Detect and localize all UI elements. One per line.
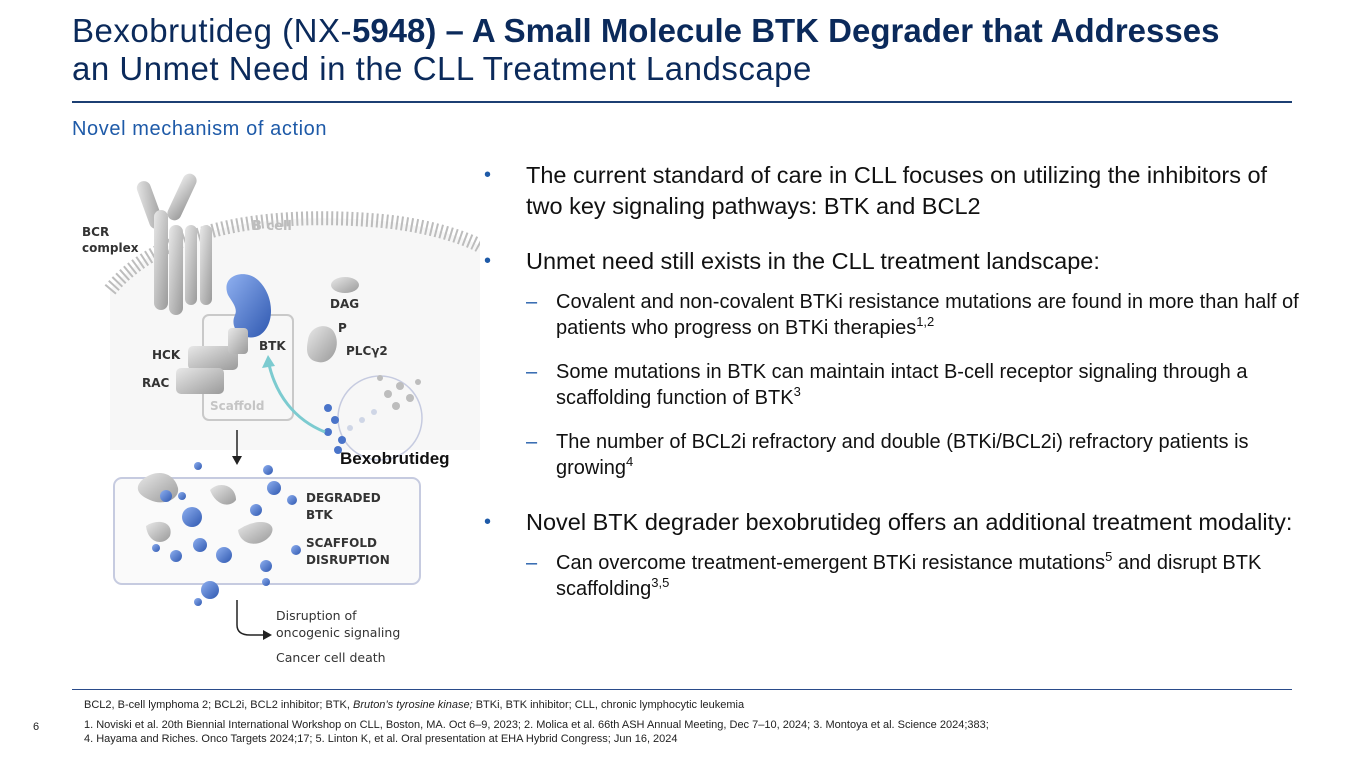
title-divider: [72, 101, 1292, 103]
bullet-unmet-need: • Unmet need still exists in the CLL treatment landscape:: [484, 246, 1304, 277]
outcome-arrowhead: [263, 630, 272, 640]
mechanism-figure: [70, 150, 480, 680]
dash-icon: –: [526, 552, 538, 574]
bullet-novel-degrader: • Novel BTK degrader bexobrutideg offers an additional treatment modality:: [484, 507, 1304, 538]
dash-icon: –: [526, 361, 538, 383]
bullet-icon: •: [484, 511, 492, 533]
cancer-death-label: Cancer cell death: [276, 650, 386, 665]
degraded-label-1: DEGRADED: [306, 491, 381, 505]
bullet-standard-of-care: • The current standard of care in CLL focuses on utilizing the inhibitors of two key signaling pathways: BTK and BCL2: [484, 162, 1268, 219]
degraded-label-2: BTK: [306, 508, 333, 522]
drug-label: Bexobrutideg: [340, 449, 450, 468]
scaffold-disruption-label-2: DISRUPTION: [306, 553, 390, 567]
rac-shape: [176, 368, 224, 394]
subbullet-resistance: – Covalent and non-covalent BTKi resistance mutations are found in more than half of patients who progress on BTKi therapies$^{1,2}$: [526, 291, 1299, 339]
subbullet-scaffolding: – Some mutations in BTK can maintain intact B-cell receptor signaling through a scaffolding function of BTK$^3$: [526, 361, 1248, 409]
disruption-label-2: oncogenic signaling: [276, 625, 401, 640]
plcy2-label: PLCγ2: [346, 344, 388, 358]
subbullet-overcome: – Can overcome treatment-emergent BTKi resistance mutations$^5$ and disrupt BTK scaffolding$^{3,5}$: [526, 549, 1262, 600]
dag-shape: [331, 277, 359, 293]
scaffold-label: Scaffold: [210, 399, 265, 413]
disruption-label-1: Disruption of: [276, 608, 357, 623]
page-number: 6: [33, 721, 40, 733]
subbullet-refractory: – The number of BCL2i refractory and double (BTKi/BCL2i) refractory patients is growing$^4$: [526, 431, 1249, 479]
references-footnote: 1. Noviski et al. 20th Biennial International Workshop on CLL, Boston, MA. Oct 6–9, 2023; 2. Molica et al. 66th ASH Annual Meeting, Dec 7–10, 2024; 3. Montoya et al. Science 2024;383; 4. Hayama and Riches. Onco Targets 2024;17; 5. Linton K, et al. Oral presentation at EHA Hybrid Congress; Jun 16, 2024: [84, 719, 989, 745]
adaptor-shape: [228, 328, 248, 354]
footer-divider: [72, 689, 1292, 690]
down-arrowhead: [232, 456, 242, 465]
bullet-icon: •: [484, 164, 492, 186]
bullet-icon: •: [484, 250, 492, 272]
title-line-2: an Unmet Need in the CLL Treatment Landscape: [72, 50, 812, 87]
outcome-arrow: [237, 600, 265, 635]
dash-icon: –: [526, 291, 538, 313]
title-line-1: Bexobrutideg (NX-5948) – A Small Molecule BTK Degrader that Addresses: [72, 12, 1220, 49]
bcell-label: B cell: [252, 219, 292, 234]
abbreviations-footnote: BCL2, B-cell lymphoma 2; BCL2i, BCL2 inhibitor; BTK, Bruton’s tyrosine kinase; BTKi, BTK inhibitor; CLL, chronic lymphocytic leukemia: [84, 699, 745, 711]
bcr-label-1: BCR: [82, 225, 110, 239]
p-label: P: [338, 321, 347, 335]
dag-label: DAG: [330, 297, 360, 311]
section-subtitle: Novel mechanism of action: [72, 118, 328, 140]
rac-label: RAC: [142, 376, 170, 390]
hck-label: HCK: [152, 348, 181, 362]
dash-icon: –: [526, 431, 538, 453]
slide-title: [72, 12, 1302, 88]
btk-label: BTK: [259, 339, 286, 353]
scaffold-disruption-label-1: SCAFFOLD: [306, 536, 377, 550]
bcr-label-2: complex: [82, 241, 139, 255]
bullet-list: [484, 160, 1304, 620]
